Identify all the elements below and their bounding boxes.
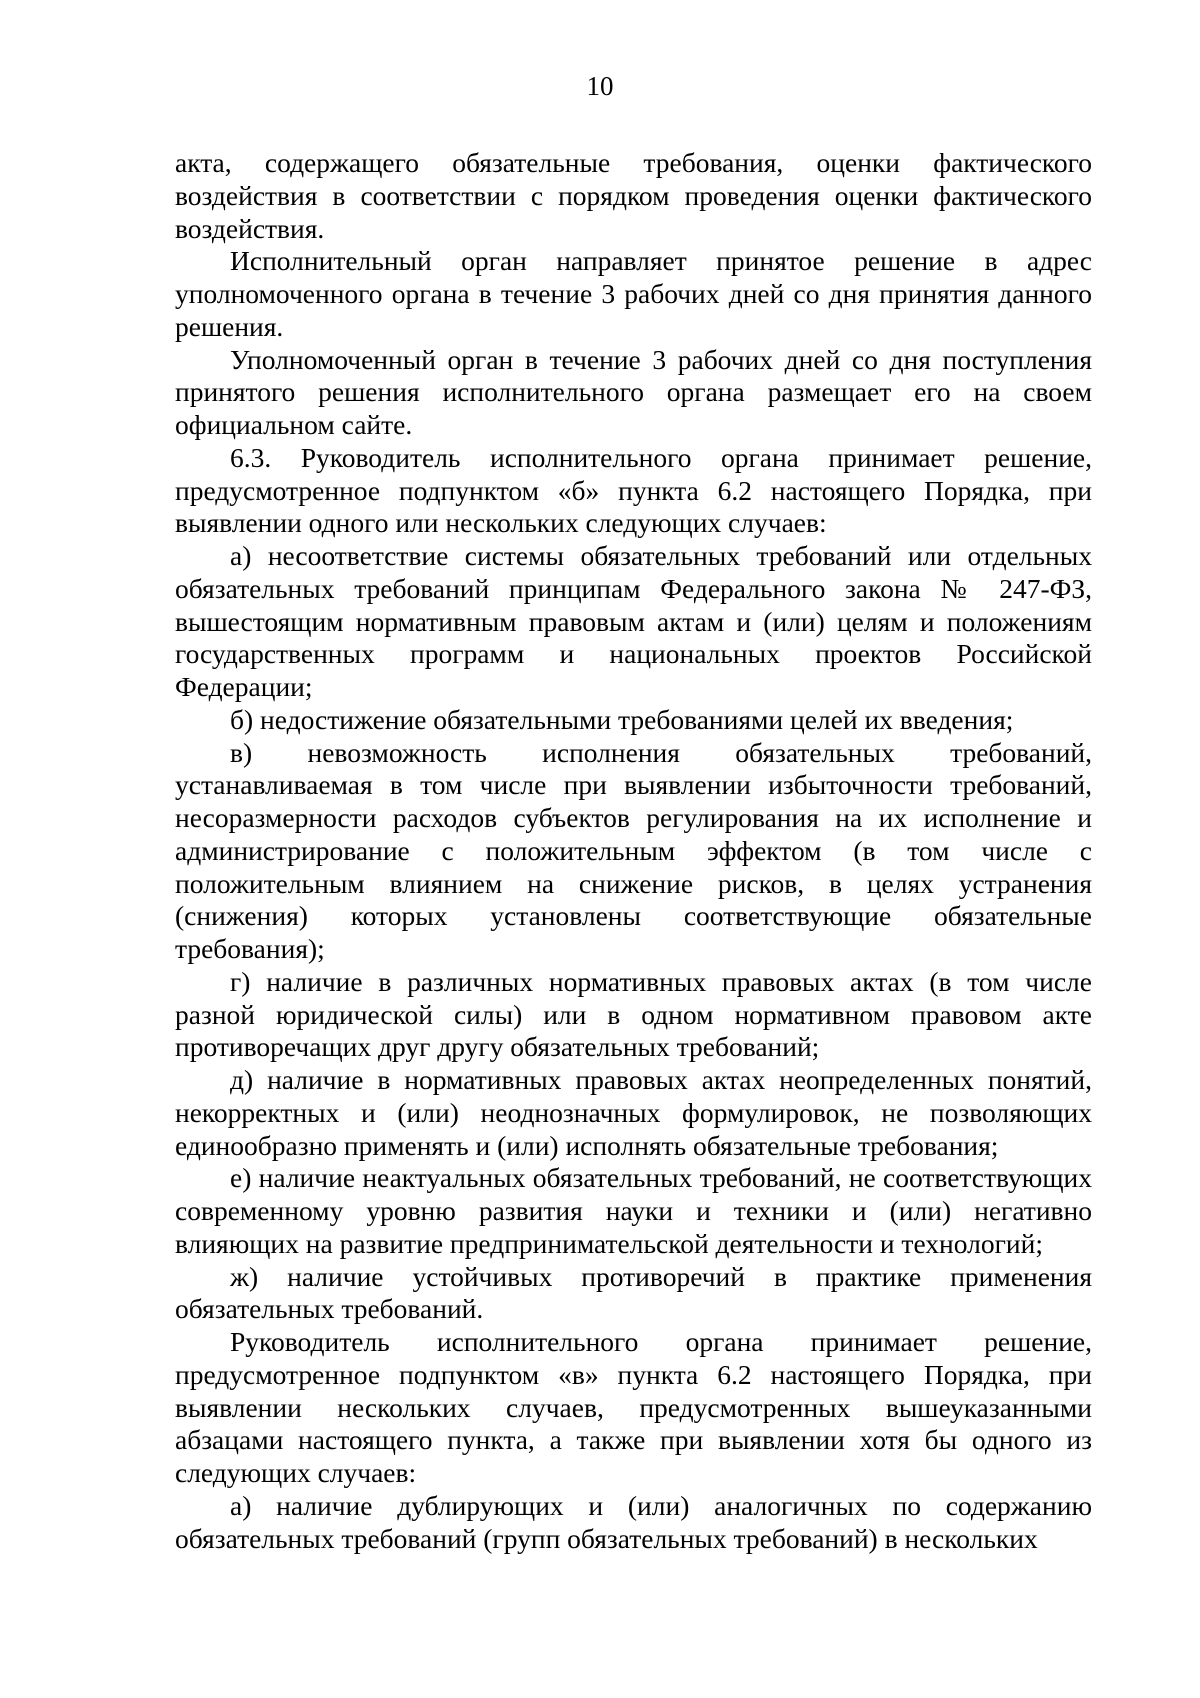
list-item-v: в) невозможность исполнения обязательных требований, устанавливаемая в том числе при выявлении избыточности требований, несоразмерности расходов субъектов регулирования на их исполнение и администрирование с положительным эффектом (в том числе с положительным влиянием на снижение рисков, в целях устранения (снижения) которых установлены соответствующие обязательные требования); bbox=[175, 736, 1092, 964]
list-item-e: е) наличие неактуальных обязательных требований, не соответствующих современному уровню развития науки и техники и (или) негативно влияющих на развитие предпринимательской деятельности и технологий; bbox=[175, 1162, 1092, 1259]
page-number: 10 bbox=[586, 71, 614, 101]
list-item-g: г) наличие в различных нормативных правовых актах (в том числе разной юридической силы) или в одном нормативном правовом акте противоречащих друг другу обязательных требований; bbox=[175, 965, 1092, 1063]
list-item-b: б) недостижение обязательными требованиями целей их введения; bbox=[230, 703, 1014, 735]
list-item-a: а) несоответствие системы обязательных требований или отдельных обязательных требований принципам Федерального закона № 247-ФЗ, вышестоящим нормативным правовым актам и (или) целям и положениям государственных программ и национальных проектов Российской Федерации; bbox=[175, 540, 1092, 702]
paragraph-head-decision-v: Руководитель исполнительного органа принимает решение, предусмотренное подпунктом «в» пункта 6.2 настоящего Порядка, при выявлении нескольких случаев, предусмотренных вышеуказанными абзацами настоящего пункта, а также при выявлении хотя бы одного из следующих случаев: bbox=[175, 1326, 1092, 1488]
document-body bbox=[175, 147, 1092, 1555]
paragraph-authorized-body-publishes: Уполномоченный орган в течение 3 рабочих дней со дня поступления принятого решения исполнительного органа размещает его на своем официальном сайте. bbox=[175, 343, 1092, 440]
paragraph-continuation: акта, содержащего обязательные требования, оценки фактического воздействия в соответствии с порядком проведения оценки фактического воздействия. bbox=[175, 147, 1092, 244]
list-item-zh: ж) наличие устойчивых противоречий в практике применения обязательных требований. bbox=[175, 1260, 1092, 1325]
paragraph-executive-sends-decision: Исполнительный орган направляет принятое решение в адрес уполномоченного органа в течение 3 рабочих дней со дня принятия данного решения. bbox=[175, 245, 1092, 342]
paragraph-6-3: 6.3. Руководитель исполнительного органа принимает решение, предусмотренное подпунктом «б» пункта 6.2 настоящего Порядка, при выявлении одного или нескольких следующих случаев: bbox=[175, 441, 1092, 539]
list-item-d: д) наличие в нормативных правовых актах неопределенных понятий, некорректных и (или) неоднозначных формулировок, не позволяющих единообразно применять и (или) исполнять обязательные требования; bbox=[175, 1064, 1092, 1161]
list-item-a-duplicating: а) наличие дублирующих и (или) аналогичных по содержанию обязательных требований (групп обязательных требований) в нескольких bbox=[175, 1489, 1092, 1554]
